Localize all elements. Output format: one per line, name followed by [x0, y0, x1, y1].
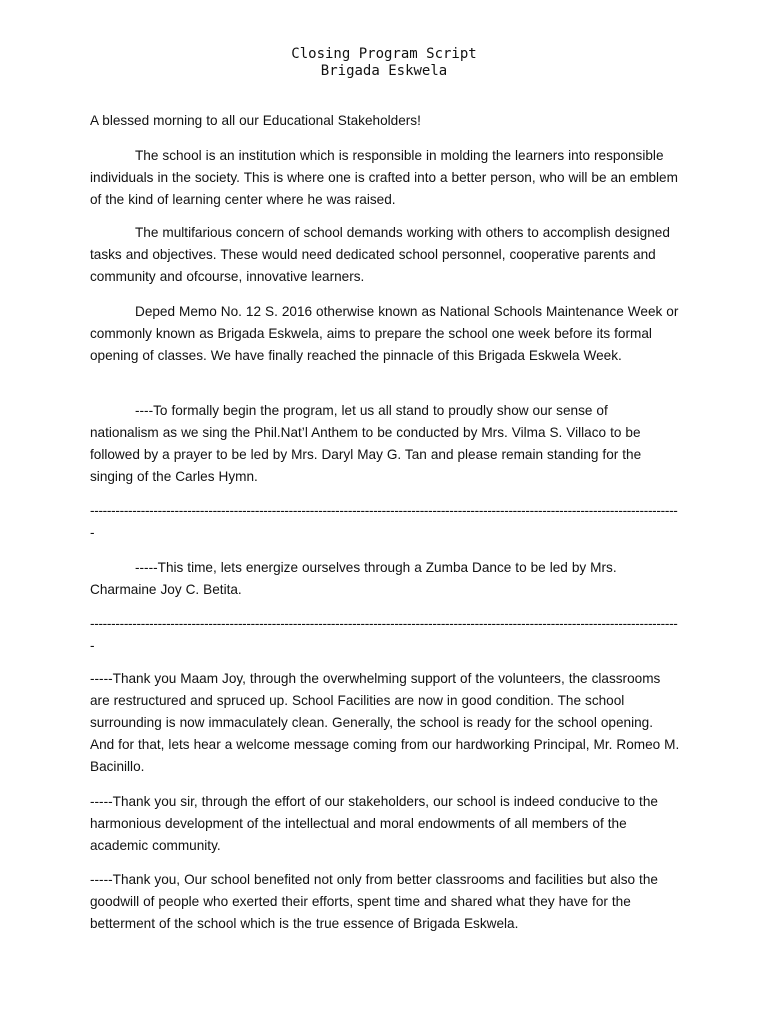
- document-title: Closing Program Script: [291, 46, 477, 62]
- dashed-divider: --------------------------------------------------------------------------------------------------------------------------------------------: [90, 616, 678, 653]
- dashed-divider: --------------------------------------------------------------------------------------------------------------------------------------------: [90, 503, 678, 540]
- document-subtitle: Brigada Eskwela: [320, 63, 448, 79]
- paragraph-deped-memo: Deped Memo No. 12 S. 2016 otherwise known as National Schools Maintenance Week or commonly known as Brigada Eskwela, aims to prepare the school one week before its formal opening of classes. We have finally reached the pinnacle of this Brigada Eskwela Week.: [90, 304, 679, 363]
- paragraph-program-start: ----To formally begin the program, let us all stand to proudly show our sense of nationalism as we sing the Phil.Nat’l Anthem to be conducted by Mrs. Vilma S. Villaco to be followed by a prayer to be led by Mrs. Daryl May G. Tan and please remain standing for the singing of the Carles Hymn.: [90, 403, 642, 484]
- greeting-line: A blessed morning to all our Educational Stakeholders!: [90, 113, 421, 128]
- paragraph-school-concern: The multifarious concern of school demands working with others to accomplish designed tasks and objectives. These would need dedicated school personnel, cooperative parents and community and ofcourse, innovative learners.: [90, 225, 670, 284]
- paragraph-school-institution: The school is an institution which is responsible in molding the learners into responsible individuals in the society. This is where one is crafted into a better person, who will be an emblem of the kind of learning center where he was raised.: [90, 148, 678, 207]
- paragraph-zumba: -----This time, lets energize ourselves through a Zumba Dance to be led by Mrs. Charmaine Joy C. Betita.: [90, 560, 617, 597]
- paragraph-thank-you-joy: -----Thank you Maam Joy, through the overwhelming support of the volunteers, the classrooms are restructured and spruced up. School Facilities are now in good condition. The school surrounding is now immaculately clean. Generally, the school is ready for the school opening. And for that, lets hear a welcome message coming from our hardworking Principal, Mr. Romeo M. Bacinillo.: [90, 671, 680, 774]
- paragraph-thank-you-closing: -----Thank you, Our school benefited not only from better classrooms and facilities but also the goodwill of people who exerted their efforts, spent time and shared what they have for the betterment of the school which is the true essence of Brigada Eskwela.: [90, 872, 658, 931]
- paragraph-thank-you-sir: -----Thank you sir, through the effort of our stakeholders, our school is indeed conducive to the harmonious development of the intellectual and moral endowments of all members of the academic community.: [90, 794, 658, 853]
